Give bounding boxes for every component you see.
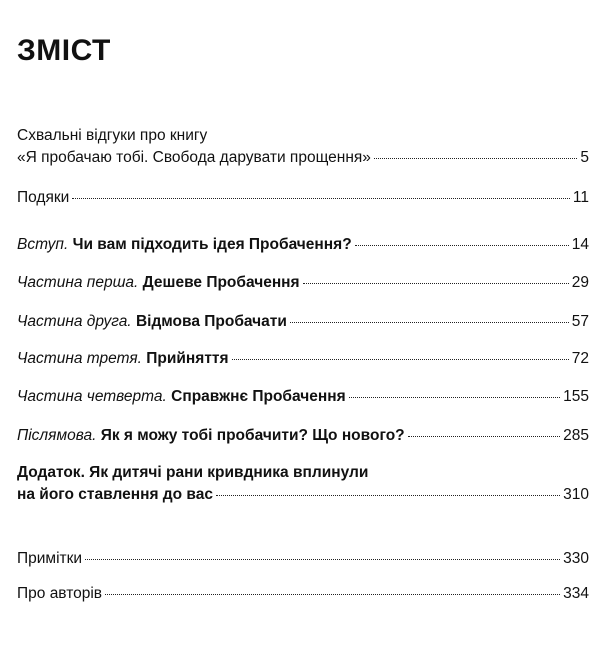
toc-entry-title: Прийняття — [146, 350, 229, 367]
dot-leader — [216, 495, 560, 496]
toc-page-number: 29 — [571, 274, 589, 291]
toc-page-number: 155 — [563, 388, 589, 405]
dot-leader — [105, 594, 560, 595]
toc-entry-notes[interactable] — [17, 548, 589, 570]
toc-page-number: 5 — [580, 149, 589, 166]
toc-page-number: 334 — [563, 585, 589, 602]
toc-entry-title: Відмова Пробачати — [135, 313, 287, 330]
toc-page-number: 72 — [571, 350, 589, 367]
toc-entry-appendix[interactable] — [17, 462, 589, 506]
toc-entry-title: Дешеве Пробачення — [142, 274, 300, 291]
dot-leader — [72, 198, 570, 199]
toc-entry-title: Як я можу тобі пробачити? Що нового? — [100, 427, 405, 444]
dot-leader — [349, 397, 561, 398]
toc-entry-line1: Додаток. Як дитячі рани кривдника вплинули — [17, 464, 369, 481]
dot-leader — [408, 436, 560, 437]
toc-page-number: 330 — [563, 550, 589, 567]
toc-entry-label: Частина друга. — [17, 313, 132, 330]
toc-entry-line1: Схвальні відгуки про книгу — [17, 127, 208, 144]
toc-entry-text: Примітки — [17, 550, 83, 567]
toc-entry-text: Про авторів — [17, 585, 103, 602]
toc-entry-label: Частина четверта. — [17, 388, 167, 405]
dot-leader — [303, 283, 569, 284]
toc-entry-part-four[interactable] — [17, 386, 589, 408]
toc-entry-label: Частина перша. — [17, 274, 139, 291]
toc-entry-title: Справжнє Пробачення — [171, 388, 346, 405]
page-title: ЗМІСТ — [17, 34, 111, 67]
dot-leader — [232, 359, 569, 360]
toc-entry-afterword[interactable] — [17, 425, 589, 447]
toc-page-number: 57 — [571, 313, 589, 330]
toc-page-number: 11 — [572, 189, 589, 206]
toc-entry-part-two[interactable] — [17, 311, 589, 333]
toc-entry-text: Подяки — [17, 189, 70, 206]
toc-page-number: 285 — [563, 427, 589, 444]
toc-entry-label: Післямова. — [17, 427, 97, 444]
dot-leader — [374, 158, 577, 159]
dot-leader — [85, 559, 560, 560]
toc-entry-label: Частина третя. — [17, 350, 142, 367]
dot-leader — [355, 245, 569, 246]
toc-page-number: 310 — [563, 486, 589, 503]
toc-entry-reviews[interactable] — [17, 125, 589, 169]
toc-entry-about-authors[interactable] — [17, 583, 589, 605]
toc-entry-part-one[interactable] — [17, 272, 589, 294]
toc-entry-text: на його ставлення до вас — [17, 486, 213, 503]
toc-entry-acknowledgements[interactable] — [17, 187, 589, 209]
toc-entry-title: Чи вам підходить ідея Пробачення? — [72, 236, 352, 253]
toc-entry-introduction[interactable] — [17, 234, 589, 256]
toc-entry-label: Вступ. — [17, 236, 69, 253]
dot-leader — [290, 322, 569, 323]
toc-entry-text: «Я пробачаю тобі. Свобода дарувати прощення» — [17, 149, 371, 166]
toc-entry-part-three[interactable] — [17, 348, 589, 370]
toc-page-number: 14 — [571, 236, 589, 253]
